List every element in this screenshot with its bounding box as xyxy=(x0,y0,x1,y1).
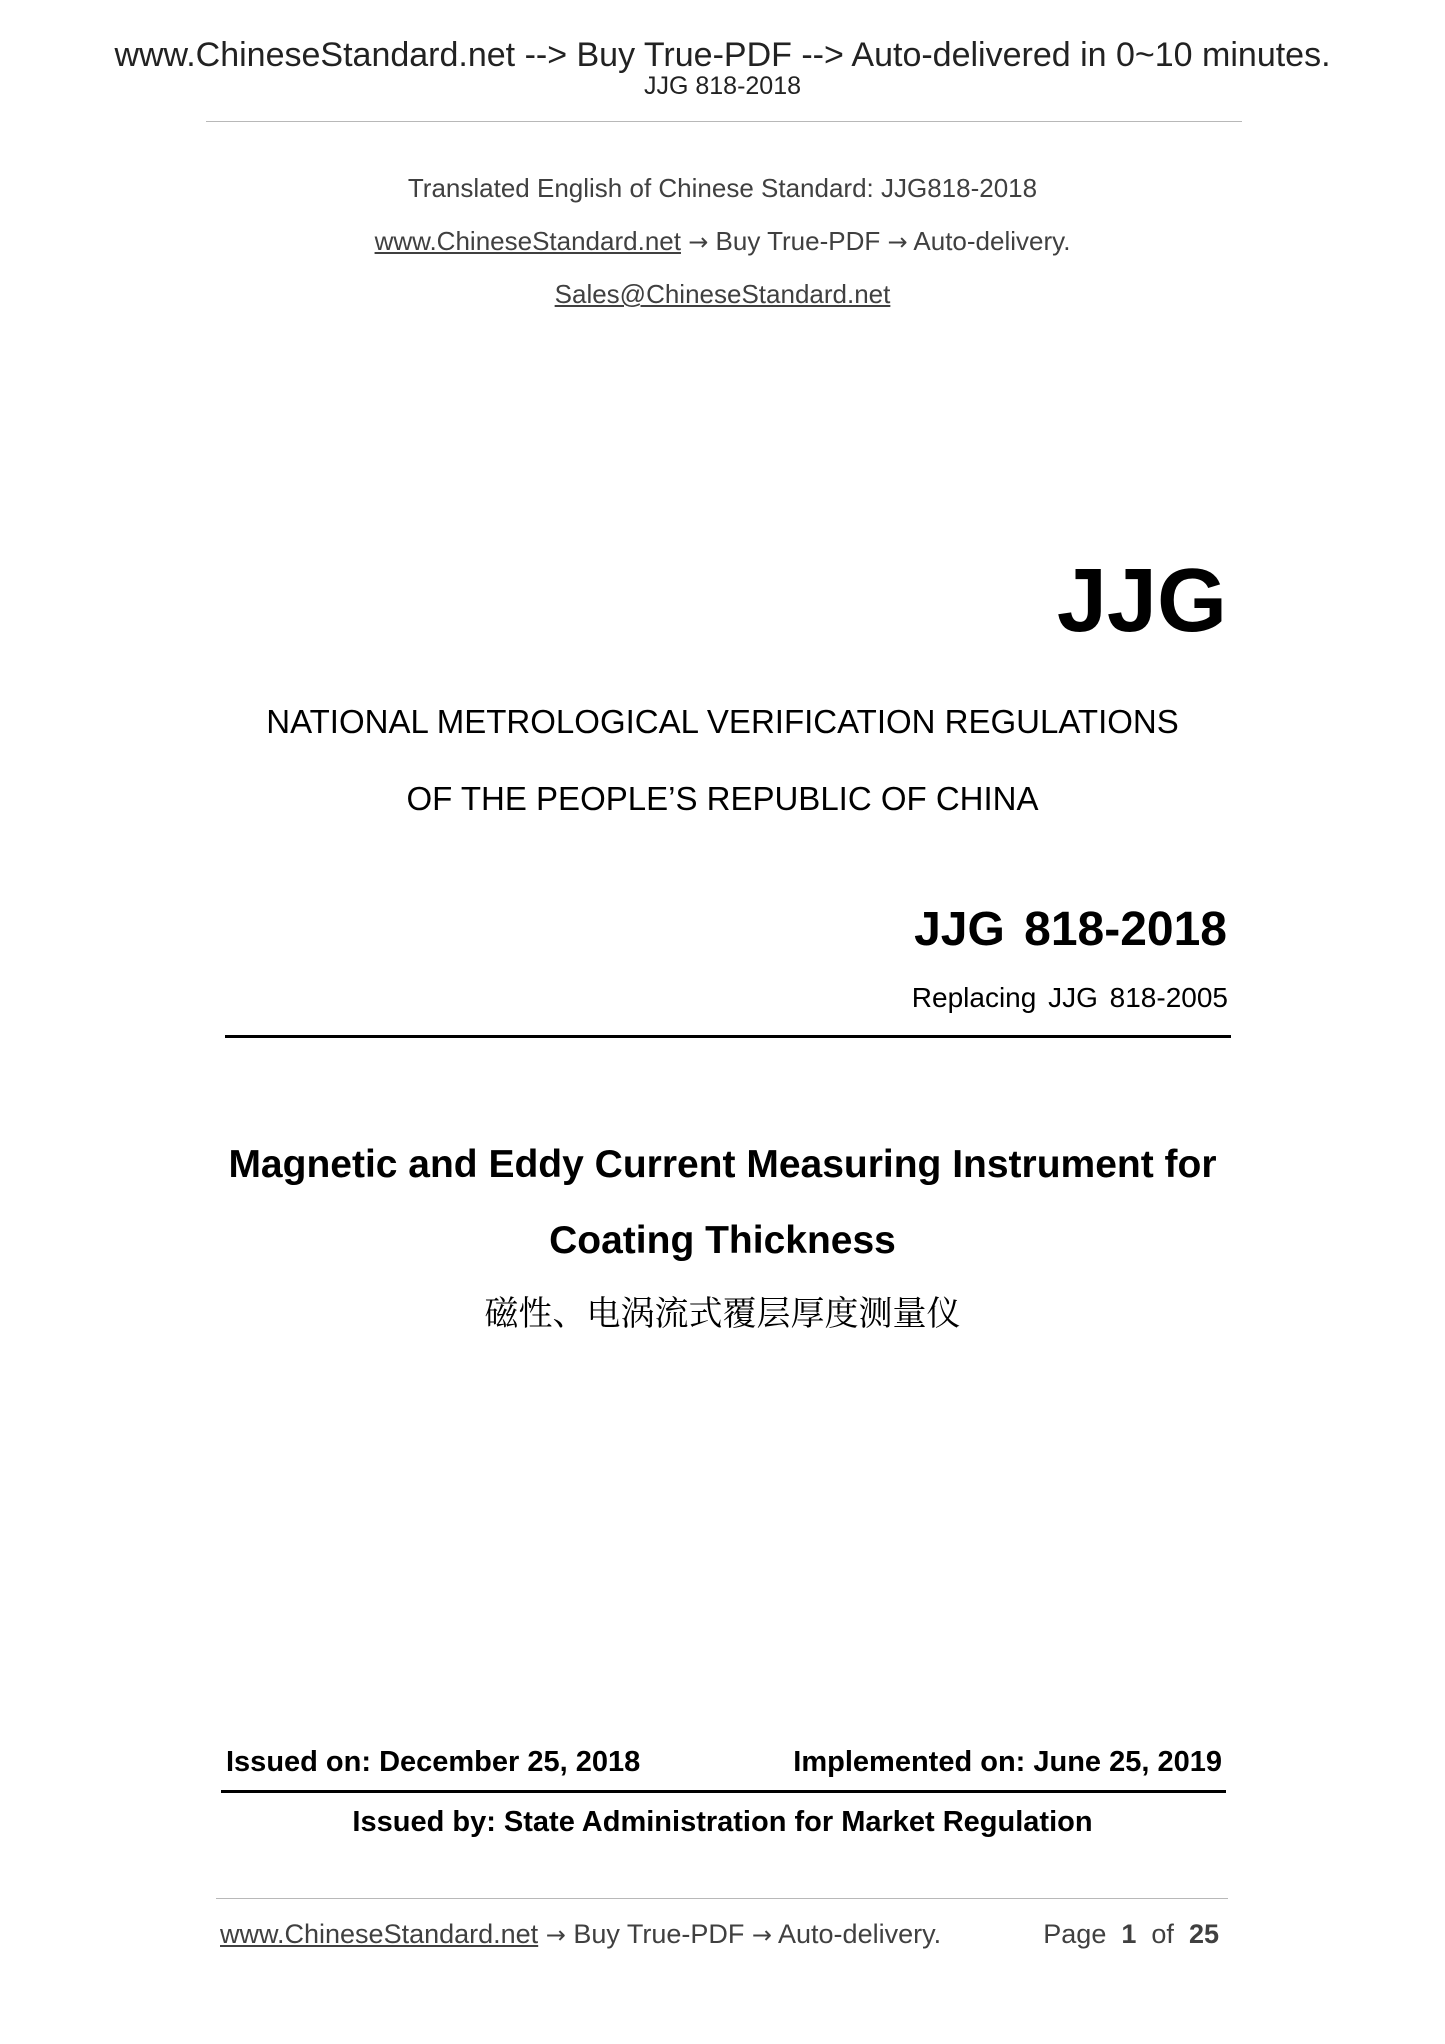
site-link[interactable]: www.ChineseStandard.net xyxy=(374,226,681,256)
arrow-right-icon: → xyxy=(545,1921,566,1949)
page-indicator xyxy=(1043,1921,1219,1948)
replacing-note: Replacing JJG 818-2005 xyxy=(911,982,1228,1013)
page-total: 25 xyxy=(1188,1919,1219,1949)
footer-site-link[interactable]: www.ChineseStandard.net xyxy=(220,1919,539,1949)
issued-by: Issued by: State Administration for Market Regulation xyxy=(352,1806,1093,1838)
regulation-heading-line1: NATIONAL METROLOGICAL VERIFICATION REGULATIONS xyxy=(266,703,1179,740)
standard-number: JJG 818-2018 xyxy=(914,903,1227,956)
dates-divider xyxy=(221,1790,1226,1793)
email-line xyxy=(0,281,1445,307)
regulation-heading-line2: OF THE PEOPLE’S REPUBLIC OF CHINA xyxy=(406,780,1039,817)
footer-links xyxy=(220,1921,941,1948)
header-doc-code: JJG 818-2018 xyxy=(643,72,802,100)
document-title-line1: Magnetic and Eddy Current Measuring Instrument for xyxy=(228,1143,1217,1186)
top-banner: www.ChineseStandard.net --> Buy True-PDF --> Auto-delivered in 0~10 minutes. xyxy=(114,36,1331,74)
page-current: 1 xyxy=(1121,1919,1137,1949)
issued-on-date: Issued on: December 25, 2018 xyxy=(226,1746,641,1778)
translation-notice: Translated English of Chinese Standard: JJG818-2018 xyxy=(407,173,1038,203)
page-of: of xyxy=(1151,1919,1174,1949)
title-divider xyxy=(225,1035,1231,1038)
store-line xyxy=(0,228,1445,254)
document-title-line2: Coating Thickness xyxy=(549,1219,896,1262)
page-label: Page xyxy=(1043,1919,1107,1949)
footer-delivery-text: Auto-delivery. xyxy=(778,1919,942,1949)
document-title-chinese: 磁性、电涡流式覆层厚度测量仪 xyxy=(484,1294,961,1334)
buy-text: Buy True-PDF xyxy=(715,226,881,256)
implemented-on-date: Implemented on: June 25, 2019 xyxy=(793,1746,1222,1778)
jjg-logo: JJG xyxy=(1056,551,1227,651)
arrow-right-icon: → xyxy=(887,228,908,256)
footer-divider xyxy=(216,1898,1228,1899)
delivery-text: Auto-delivery. xyxy=(913,226,1071,256)
footer-buy-text: Buy True-PDF xyxy=(573,1919,745,1949)
sales-email-link[interactable]: Sales@ChineseStandard.net xyxy=(554,279,891,309)
header-divider xyxy=(206,121,1242,122)
arrow-right-icon: → xyxy=(688,228,709,256)
arrow-right-icon: → xyxy=(751,1921,772,1949)
